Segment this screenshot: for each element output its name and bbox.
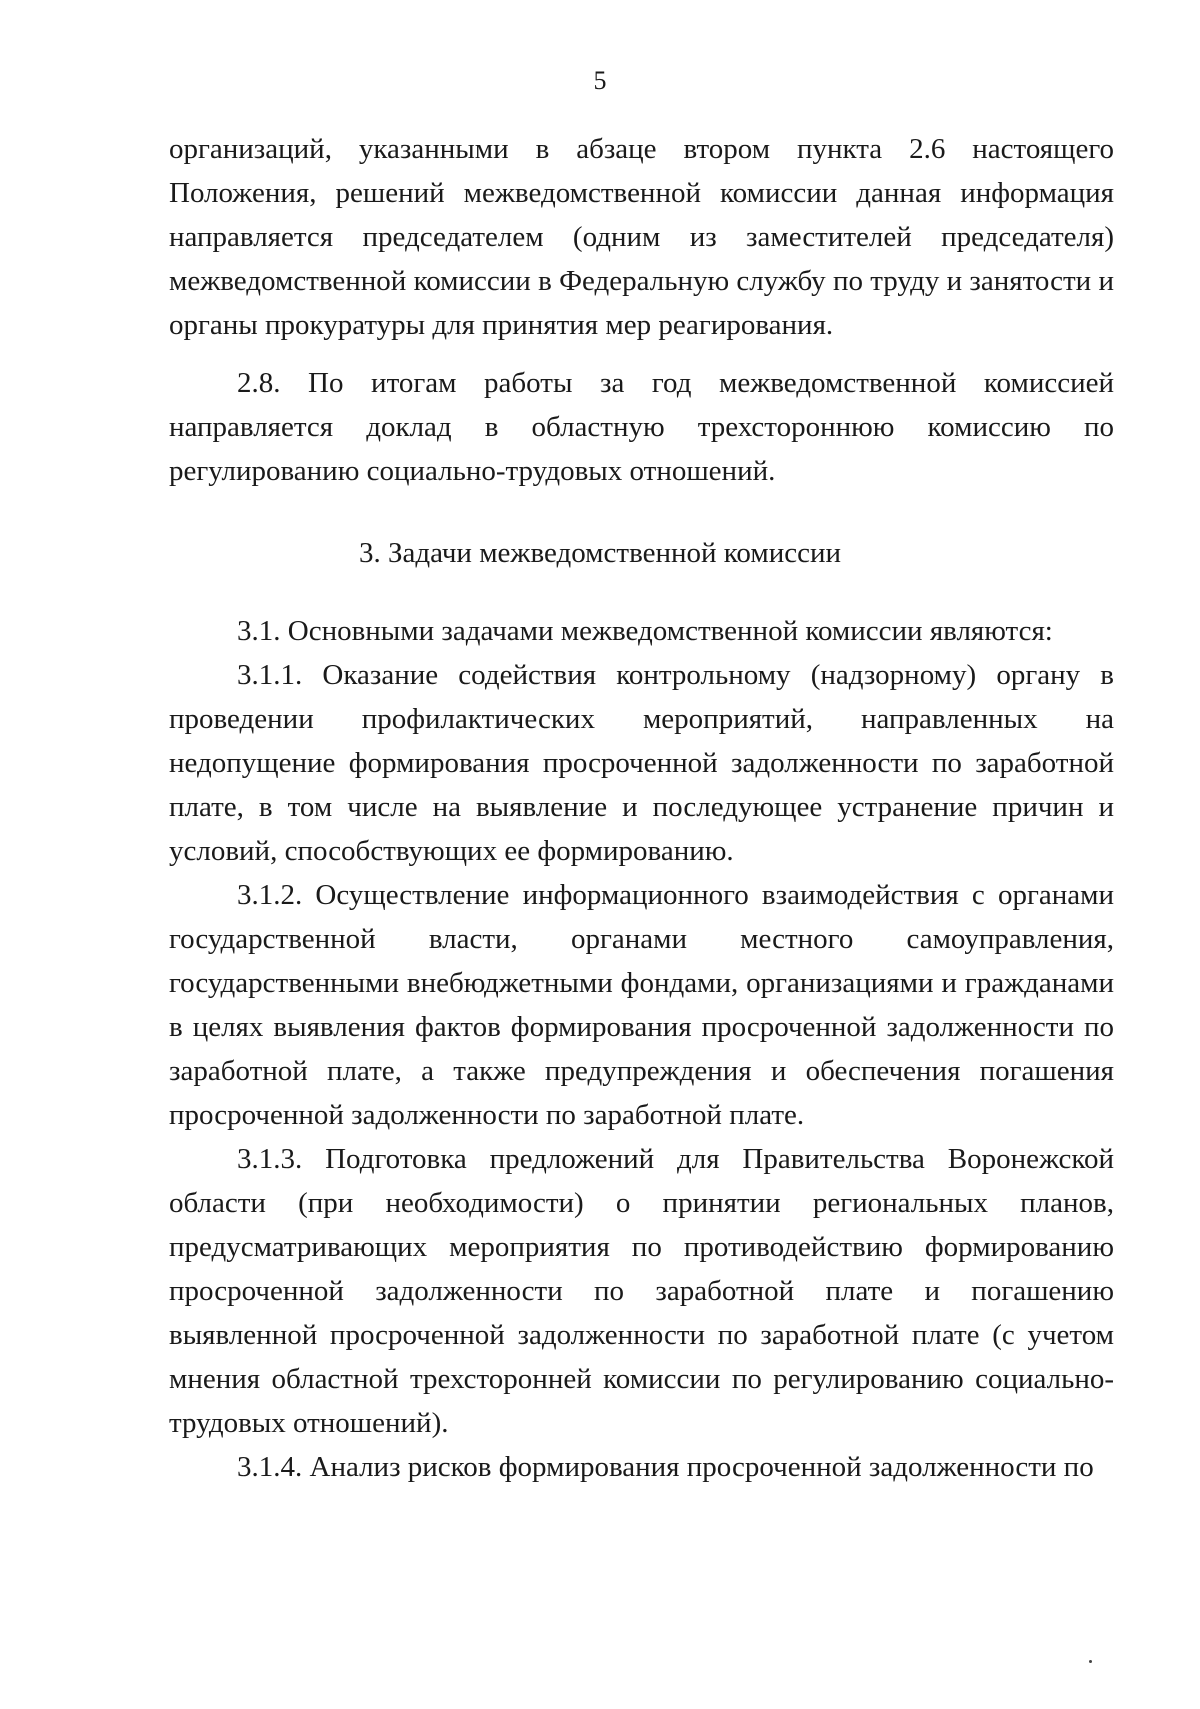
clause-2-8-block [169, 361, 1114, 493]
paragraph-3-1: 3.1. Основными задачами межведомственной комиссии являются: [237, 615, 1053, 647]
scan-speck [1089, 1660, 1092, 1663]
section-3-heading: 3. Задачи межведомственной комиссии [358, 537, 841, 569]
paragraph-3-1-1: 3.1.1. Оказание содействия контрольному (надзорному) органу в проведении профилактических мероприятий, направленных на недопущение формирования просроченной задолженности по заработной плате, в том числе на выявление и последующее устранение причин и условий, способствующих ее формированию. [169, 659, 1114, 867]
paragraph-continuation: организаций, указанными в абзаце втором пункта 2.6 настоящего Положения, решений межведомственной комиссии данная информация направляется председателем (одним из заместителей председателя) межведомственной комиссии в Федеральную службу по труду и занятости и органы прокуратуры для принятия мер реагирования. [169, 133, 1114, 341]
section-3-body [169, 609, 1114, 1489]
continuation-block [169, 127, 1114, 347]
paragraph-3-1-2: 3.1.2. Осуществление информационного взаимодействия с органами государственной власти, органами местного самоуправления, государственными внебюджетными фондами, организациями и гражданами в целях выявления фактов формирования просроченной задолженности по заработной плате, а также предупреждения и обеспечения погашения просроченной задолженности по заработной плате. [169, 879, 1114, 1131]
paragraph-2-8: 2.8. По итогам работы за год межведомственной комиссией направляется доклад в областную трехстороннюю комиссию по регулированию социально-трудовых отношений. [169, 367, 1114, 487]
page-number: 5 [593, 66, 607, 95]
paragraph-3-1-3: 3.1.3. Подготовка предложений для Правительства Воронежской области (при необходимости) о принятии региональных планов, предусматривающих мероприятия по противодействию формированию просроченной задолженности по заработной плате и погашению выявленной просроченной задолженности по заработной плате (с учетом мнения областной трехсторонней комиссии по регулированию социально-трудовых отношений). [169, 1143, 1114, 1439]
paragraph-3-1-4: 3.1.4. Анализ рисков формирования просроченной задолженности по [237, 1451, 1094, 1483]
